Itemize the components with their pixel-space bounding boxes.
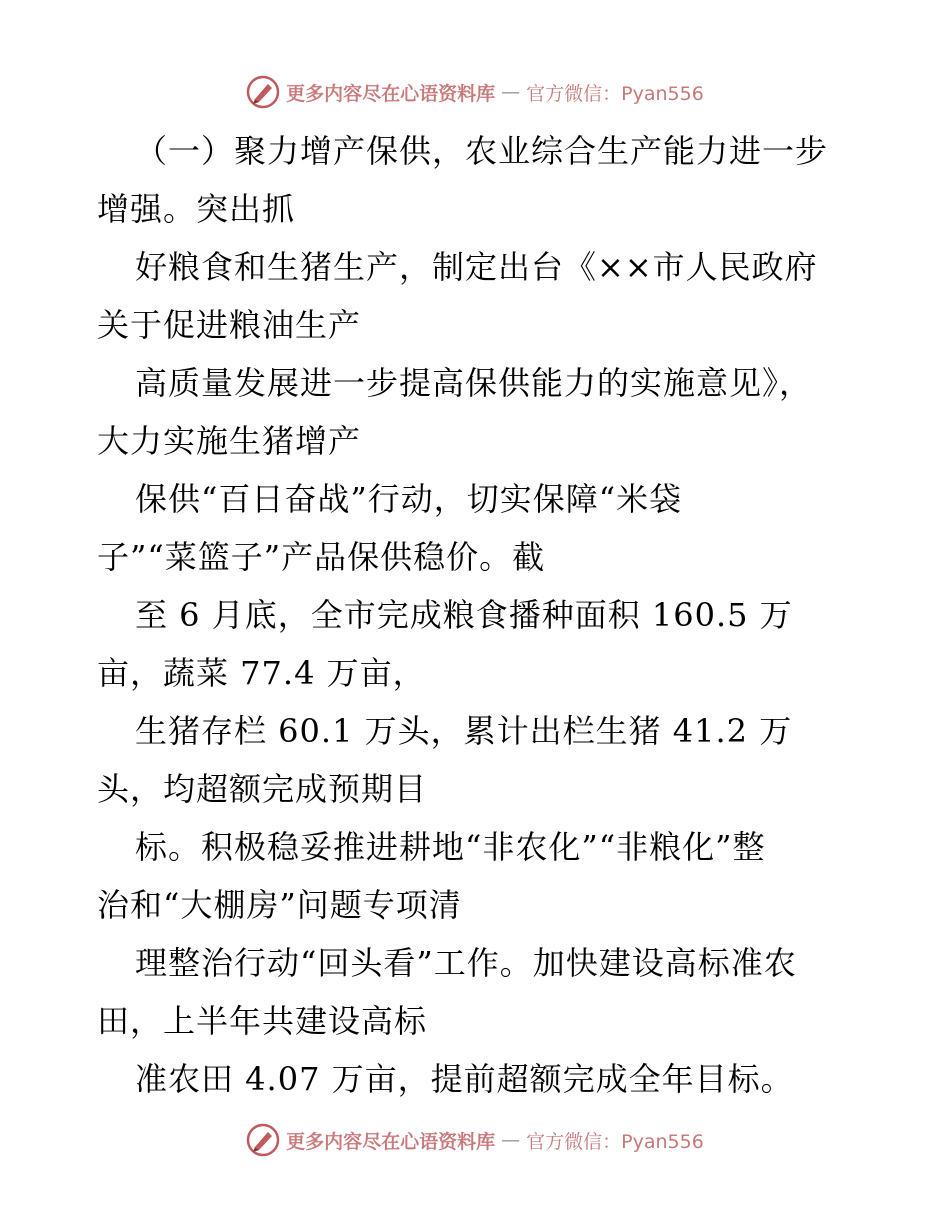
text-line: 高质量发展进一步提高保供能力的实施意见》，: [135, 364, 813, 402]
text-line: 亩，蔬菜 77.4 万亩，: [97, 654, 426, 692]
text-line: （一）聚力增产保供，农业综合生产能力进一步: [135, 132, 829, 170]
watermark-wechat-text: 官方微信：Pyan556: [526, 82, 704, 105]
brand-logo-icon: [246, 75, 280, 109]
text-line: 大力实施生猪增产: [97, 422, 362, 460]
text-line: 准农田 4.07 万亩，提前超额完成全年目标。: [135, 1060, 794, 1098]
text-line: 增强。突出抓: [97, 190, 296, 228]
text-line: 子”“菜篮子”产品保供稳价。截: [97, 538, 546, 576]
watermark-wechat-text: 官方微信：Pyan556: [526, 1130, 704, 1153]
text-line: 标。积极稳妥推进耕地“非农化”“非粮化”整: [135, 828, 766, 866]
watermark-brand-text: 更多内容尽在心语资料库: [286, 82, 496, 105]
watermark-footer: [0, 1120, 950, 1160]
text-line: 关于促进粮油生产: [97, 306, 362, 344]
text-line: 好粮食和生猪生产，制定出台《××市人民政府: [135, 248, 818, 286]
text-line: 保供“百日奋战”行动，切实保障“米袋: [135, 480, 683, 518]
text-line: 田，上半年共建设高标: [97, 1002, 428, 1040]
watermark-brand-text: 更多内容尽在心语资料库: [286, 1130, 496, 1153]
watermark-header: [0, 72, 950, 112]
watermark-separator: —: [501, 1129, 521, 1151]
text-line: 生猪存栏 60.1 万头，累计出栏生猪 41.2 万: [135, 712, 793, 750]
text-line: 理整治行动“回头看”工作。加快建设高标准农: [135, 944, 797, 982]
document-body: [97, 122, 857, 1108]
text-line: 头，均超额完成预期目: [97, 770, 428, 808]
text-line: 至 6 月底，全市完成粮食播种面积 160.5 万: [135, 596, 793, 634]
brand-logo-icon: [246, 1123, 280, 1157]
watermark-separator: —: [501, 81, 521, 103]
text-line: 治和“大棚房”问题专项清: [97, 886, 462, 924]
